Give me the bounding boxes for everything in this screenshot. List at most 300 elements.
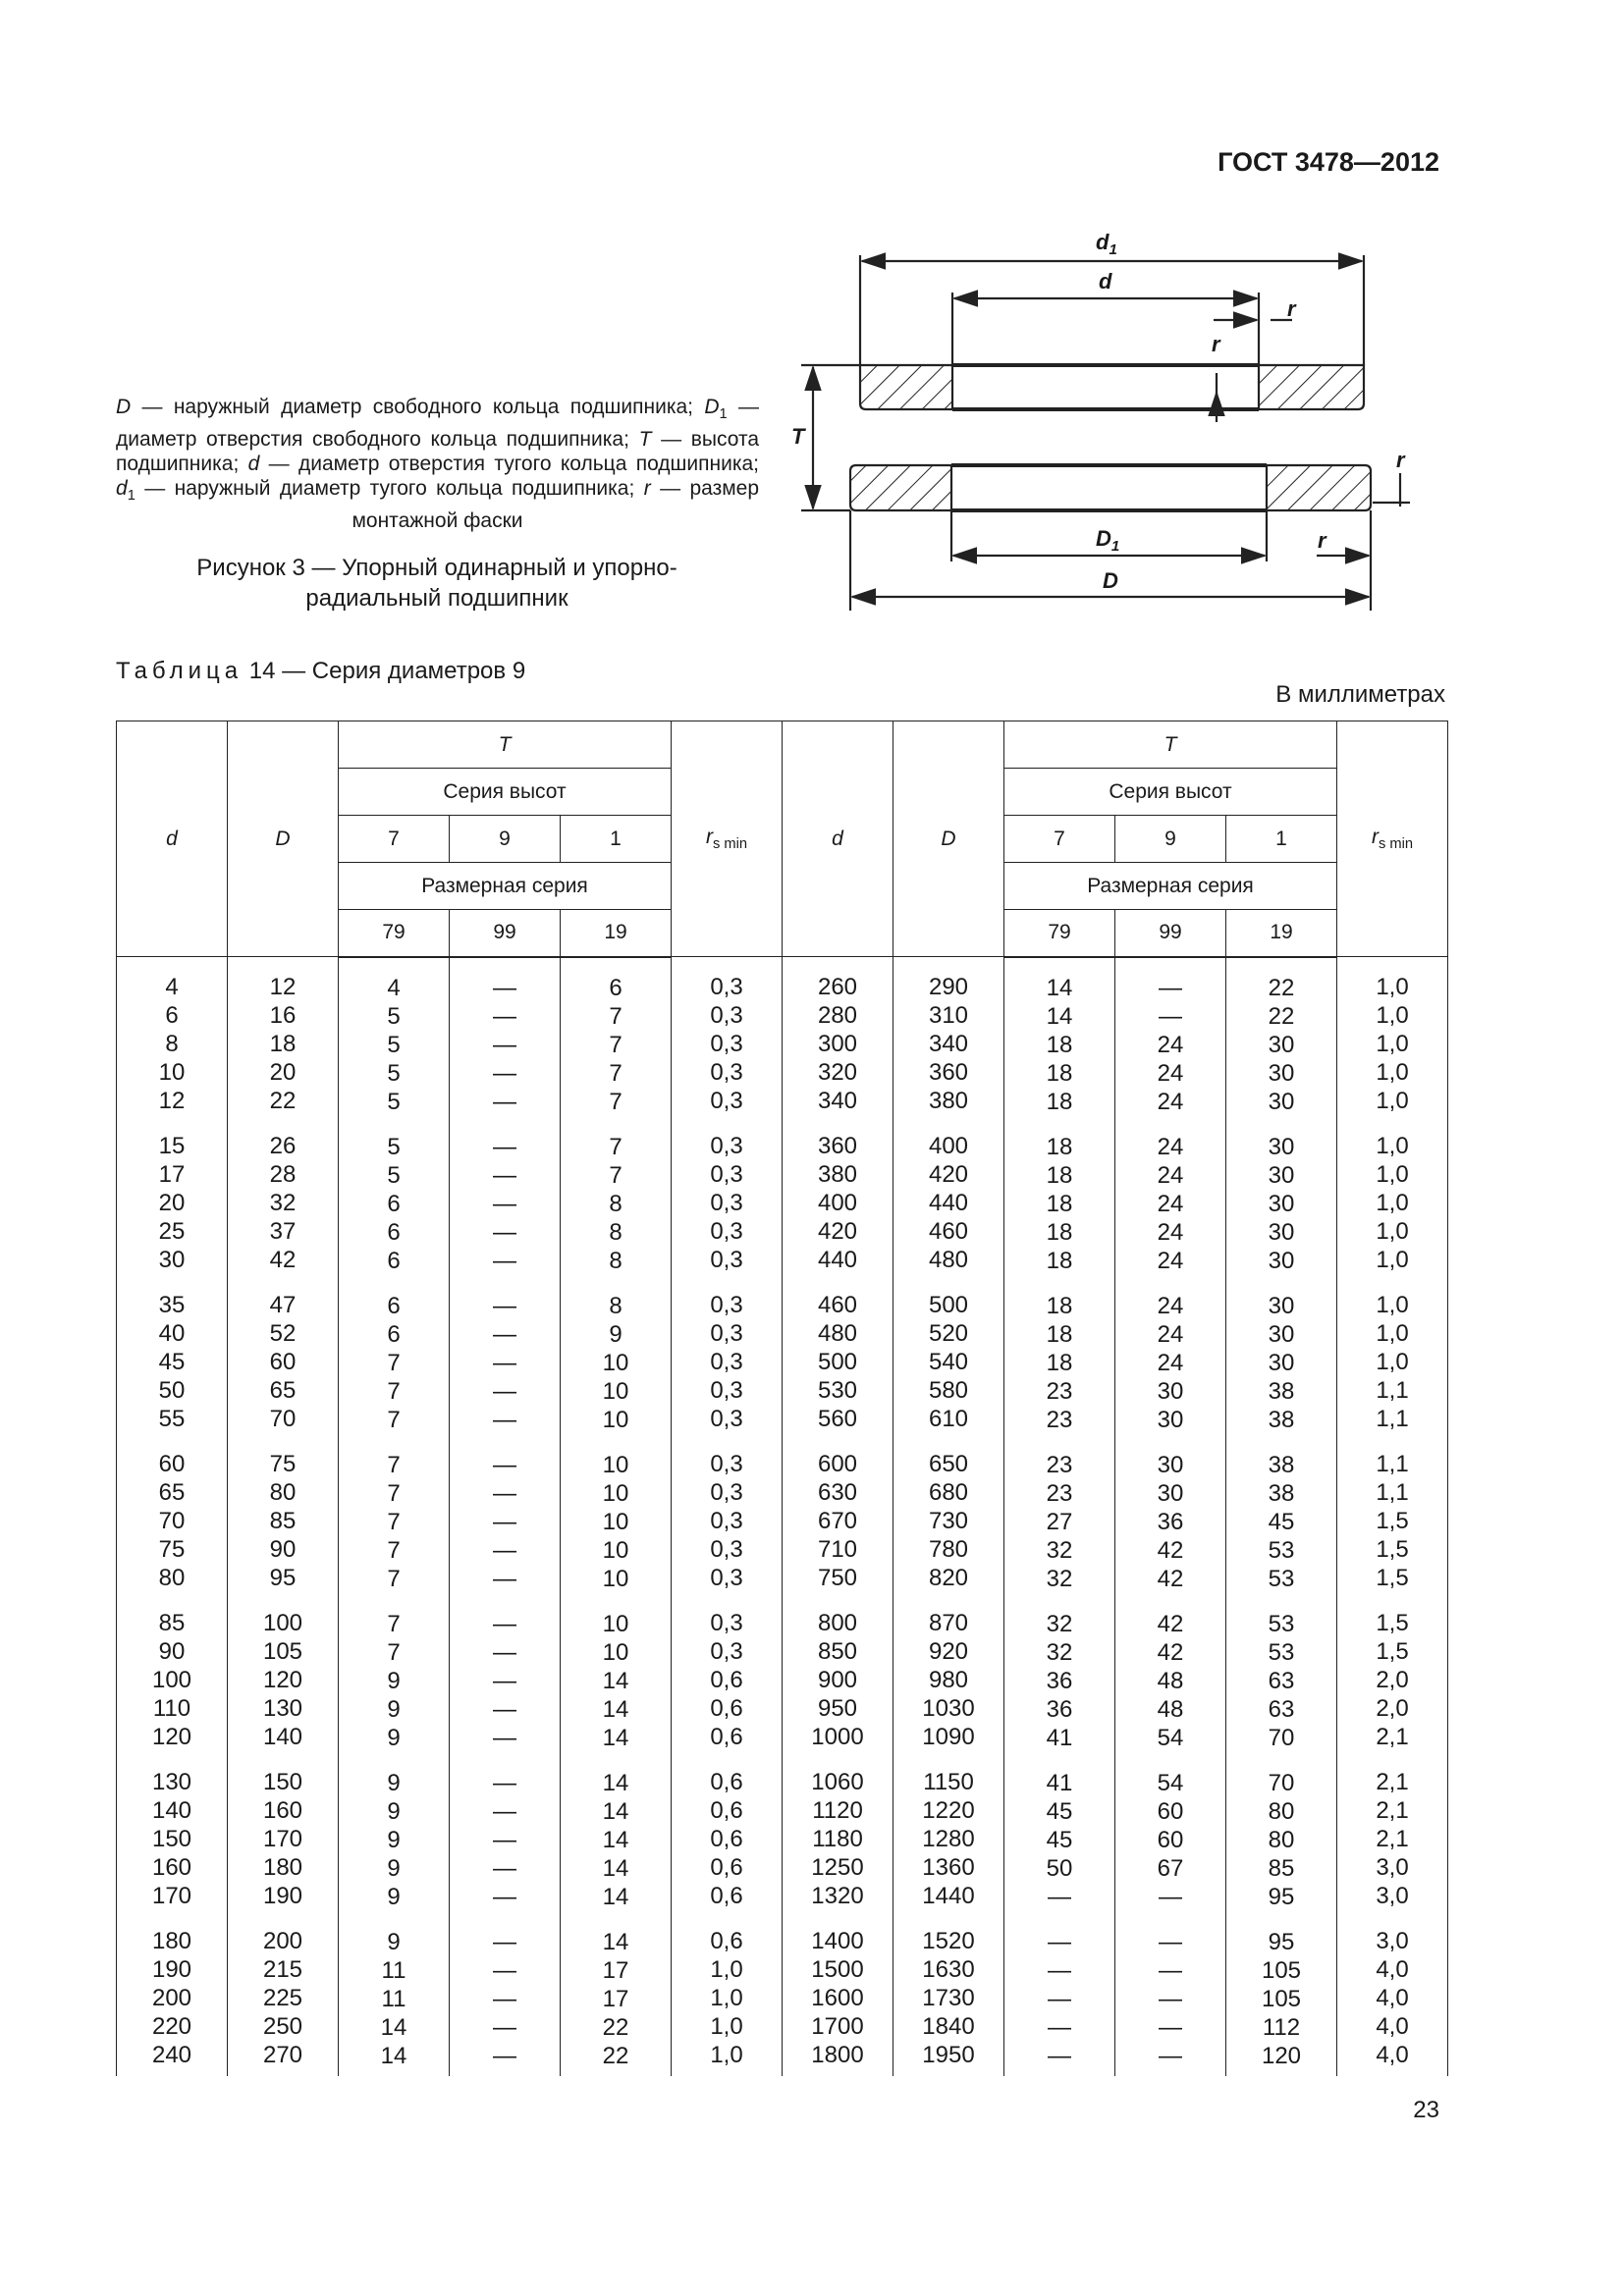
header-s19-left: 19 — [561, 910, 672, 957]
table-cell: 0,6 — [710, 1928, 743, 1954]
table-cell: — — [1159, 1002, 1182, 1030]
header-T-right: T — [1004, 721, 1337, 769]
table-cell: — — [493, 1536, 516, 1564]
table-cell: 1120 — [812, 1797, 863, 1824]
table-cell: 900 — [817, 1667, 858, 1693]
table-cell: — — [1159, 1883, 1182, 1910]
col-d-left — [117, 957, 228, 2076]
table-cell: 1,0 — [1376, 1190, 1409, 1216]
table-cell: 170 — [151, 1883, 192, 1909]
table-cell: 95 — [1268, 1883, 1295, 1910]
table-cell: — — [493, 1002, 516, 1030]
table-cell: 120 — [1261, 2042, 1302, 2069]
standard-number: ГОСТ 3478—2012 — [1218, 147, 1439, 177]
table-cell: 1700 — [811, 2013, 864, 2040]
table-cell: 40 — [158, 1320, 186, 1347]
header-s79-left: 79 — [339, 910, 450, 957]
table-cell: 24 — [1157, 1320, 1184, 1348]
table-cell: 18 — [1046, 1292, 1073, 1319]
table-cell: 8 — [609, 1218, 623, 1246]
table-cell: 730 — [928, 1508, 969, 1534]
table-cell: 1520 — [922, 1928, 975, 1954]
table-cell: 1,0 — [1376, 1031, 1409, 1057]
table-cell: — — [493, 1883, 516, 1910]
header-h7-right: 7 — [1004, 816, 1115, 863]
table-cell: 23 — [1046, 1451, 1073, 1478]
table-cell: 23 — [1046, 1406, 1073, 1433]
header-D-left: D — [228, 721, 339, 957]
header-rs-left: $r_{s min}$ — [672, 721, 783, 957]
table-cell: 1180 — [812, 1826, 863, 1852]
table-cell: 1840 — [922, 2013, 975, 2040]
table-cell: 30 — [1268, 1133, 1295, 1160]
table-cell: — — [1159, 2013, 1182, 2041]
table-cell: 4 — [387, 974, 401, 1001]
label-r-top-vert: r — [1212, 332, 1220, 356]
table-cell: 65 — [158, 1479, 186, 1506]
table-cell: 60 — [158, 1451, 186, 1477]
col-D-right — [893, 957, 1004, 2076]
table-cell: 4,0 — [1376, 1985, 1409, 2011]
table-cell: 105 — [1261, 1956, 1302, 1984]
table-cell: — — [493, 1031, 516, 1058]
table-cell: 1360 — [922, 1854, 975, 1881]
table-cell: — — [1159, 1928, 1182, 1955]
table-cell: 1220 — [922, 1797, 975, 1824]
table-cell: 500 — [928, 1292, 969, 1318]
table-cell: 1500 — [811, 1956, 864, 1983]
table-cell: 6 — [165, 1002, 179, 1029]
label-d1: $d_1$ — [1096, 230, 1117, 258]
table-cell: 225 — [262, 1985, 303, 2011]
table-cell: 24 — [1157, 1088, 1184, 1115]
table-cell: 45 — [1046, 1826, 1073, 1853]
table-cell: 4,0 — [1376, 2042, 1409, 2068]
table-cell: 53 — [1268, 1638, 1295, 1666]
table-cell: 30 — [1157, 1377, 1184, 1405]
table-cell: 530 — [817, 1377, 858, 1404]
table-cell: 600 — [817, 1451, 858, 1477]
table-cell: 380 — [928, 1088, 969, 1114]
table-cell: — — [493, 1797, 516, 1825]
table-cell: 580 — [928, 1377, 969, 1404]
table-cell: 7 — [387, 1638, 401, 1666]
table-cell: 42 — [1157, 1536, 1184, 1564]
figure-caption — [147, 553, 727, 614]
table-cell: 90 — [269, 1536, 297, 1563]
table-cell: 0,3 — [710, 1161, 743, 1188]
table-cell: 80 — [158, 1565, 186, 1591]
table-cell: 1,5 — [1376, 1565, 1409, 1591]
table-cell: 24 — [1157, 1190, 1184, 1217]
table-cell: 0,3 — [710, 1610, 743, 1636]
table-cell: 52 — [269, 1320, 297, 1347]
table-cell: 240 — [151, 2042, 192, 2068]
table-cell: 190 — [151, 1956, 192, 1983]
table-cell: 26 — [269, 1133, 297, 1159]
table-cell: 7 — [609, 1031, 623, 1058]
table-cell: 1,1 — [1376, 1451, 1409, 1477]
table-cell: — — [1048, 1985, 1071, 2012]
table-cell: — — [1048, 2042, 1071, 2069]
table-cell: 710 — [817, 1536, 858, 1563]
table-cell: — — [493, 1292, 516, 1319]
table-cell: 1,0 — [710, 2042, 743, 2068]
table-cell: 440 — [928, 1190, 969, 1216]
table-cell: 36 — [1046, 1695, 1073, 1723]
table-cell: 1,5 — [1376, 1638, 1409, 1665]
table-cell: 200 — [262, 1928, 303, 1954]
label-d: d — [1099, 269, 1112, 294]
table-cell: 540 — [928, 1349, 969, 1375]
header-s19-right: 19 — [1226, 910, 1337, 957]
table-cell: 7 — [387, 1451, 401, 1478]
header-d-right: d — [783, 721, 893, 957]
table-cell: 480 — [817, 1320, 858, 1347]
table-cell: 170 — [262, 1826, 303, 1852]
table-cell: 3,0 — [1376, 1883, 1409, 1909]
table-cell: 23 — [1046, 1479, 1073, 1507]
table-cell: — — [1159, 1985, 1182, 2012]
table-cell: 4,0 — [1376, 2013, 1409, 2040]
table-cell: 30 — [1268, 1190, 1295, 1217]
table-cell: 1950 — [922, 2042, 975, 2068]
table-cell: 41 — [1046, 1769, 1073, 1796]
col-d-right — [783, 957, 893, 2076]
table-cell: 7 — [387, 1610, 401, 1637]
table-cell: 41 — [1046, 1724, 1073, 1751]
table-cell: 0,3 — [710, 1377, 743, 1404]
table-cell: — — [493, 1059, 516, 1087]
table-cell: 5 — [387, 1002, 401, 1030]
table-cell: 280 — [817, 1002, 858, 1029]
table-cell: 14 — [602, 1854, 629, 1882]
table-cell: 14 — [602, 1724, 629, 1751]
table-cell: 24 — [1157, 1292, 1184, 1319]
table-cell: 6 — [387, 1292, 401, 1319]
table-cell: — — [493, 2042, 516, 2069]
table-cell: 0,3 — [710, 1536, 743, 1563]
table-cell: 105 — [262, 1638, 303, 1665]
table-cell: 47 — [269, 1292, 297, 1318]
table-cell: 1800 — [811, 2042, 864, 2068]
table-cell: 200 — [151, 1985, 192, 2011]
table-cell: 1030 — [922, 1695, 975, 1722]
table-cell: 0,6 — [710, 1797, 743, 1824]
table-cell: 18 — [1046, 1190, 1073, 1217]
table-cell: 14 — [380, 2013, 407, 2041]
header-h9-right: 9 — [1115, 816, 1226, 863]
table-cell: 22 — [602, 2013, 629, 2041]
col-rs-left — [672, 957, 783, 2076]
table-cell: 80 — [1268, 1826, 1295, 1853]
table-cell: 1250 — [811, 1854, 864, 1881]
table-title — [116, 658, 525, 685]
col-t19-left — [561, 957, 672, 2076]
table-cell: 1,1 — [1376, 1377, 1409, 1404]
table-cell: 1,0 — [710, 2013, 743, 2040]
table-cell: 1,0 — [1376, 1133, 1409, 1159]
table-cell: 0,3 — [710, 1479, 743, 1506]
table-cell: 17 — [602, 1956, 629, 1984]
table-cell: 1,0 — [1376, 1088, 1409, 1114]
table-cell: 140 — [151, 1797, 192, 1824]
table-cell: 7 — [609, 1059, 623, 1087]
table-cell: 180 — [262, 1854, 303, 1881]
table-cell: 30 — [1268, 1320, 1295, 1348]
table-cell: 630 — [817, 1479, 858, 1506]
table-cell: 7 — [387, 1565, 401, 1592]
table-cell: — — [493, 1508, 516, 1535]
table-cell: 70 — [1268, 1769, 1295, 1796]
table-cell: 0,3 — [710, 1638, 743, 1665]
table-cell: 0,6 — [710, 1695, 743, 1722]
label-r-bottom-vert: r — [1396, 448, 1405, 472]
table-cell: 53 — [1268, 1610, 1295, 1637]
table-cell: 85 — [158, 1610, 186, 1636]
table-cell: 215 — [262, 1956, 303, 1983]
table-cell: 30 — [1157, 1479, 1184, 1507]
top-ring-left-section — [860, 365, 952, 409]
table-cell: 9 — [387, 1695, 401, 1723]
table-cell: 0,3 — [710, 974, 743, 1000]
table-cell: 14 — [1046, 1002, 1073, 1030]
table-cell: 1440 — [922, 1883, 975, 1909]
table-cell: 42 — [1157, 1638, 1184, 1666]
table-cell: 24 — [1157, 1247, 1184, 1274]
table-cell: 10 — [602, 1451, 629, 1478]
table-cell: 30 — [1268, 1088, 1295, 1115]
table-cell: 130 — [262, 1695, 303, 1722]
col-t99-left — [450, 957, 561, 2076]
table-cell: 120 — [262, 1667, 303, 1693]
table-cell: 140 — [262, 1724, 303, 1750]
table-cell: 20 — [158, 1190, 186, 1216]
table-cell: — — [493, 1854, 516, 1882]
table-cell: 9 — [387, 1667, 401, 1694]
table-cell: — — [493, 1451, 516, 1478]
table-cell: 0,3 — [710, 1406, 743, 1432]
table-cell: 4 — [165, 974, 179, 1000]
table-cell: — — [493, 1724, 516, 1751]
col-t79-left — [339, 957, 450, 2076]
table-cell: 14 — [602, 1695, 629, 1723]
table-cell: — — [493, 1133, 516, 1160]
table-cell: 85 — [1268, 1854, 1295, 1882]
table-cell: 10 — [602, 1610, 629, 1637]
table-cell: 36 — [1157, 1508, 1184, 1535]
table-cell: 23 — [1046, 1377, 1073, 1405]
dimensions-table — [116, 721, 1448, 2076]
table-cell: — — [1048, 1928, 1071, 1955]
table-cell: 112 — [1262, 2013, 1301, 2041]
table-cell: 32 — [1046, 1565, 1073, 1592]
table-cell: 650 — [928, 1451, 969, 1477]
table-cell: 11 — [381, 1956, 406, 1984]
table-cell: 5 — [387, 1088, 401, 1115]
table-cell: 22 — [1268, 974, 1295, 1001]
table-cell: 0,3 — [710, 1002, 743, 1029]
table-cell: 9 — [609, 1320, 623, 1348]
col-t19-right — [1226, 957, 1337, 2076]
table-cell: 460 — [928, 1218, 969, 1245]
table-cell: 870 — [928, 1610, 969, 1636]
table-cell: 9 — [387, 1724, 401, 1751]
table-cell: 1,0 — [1376, 1161, 1409, 1188]
table-cell: 70 — [1268, 1724, 1295, 1751]
table-cell: 0,3 — [710, 1565, 743, 1591]
table-cell: 4,0 — [1376, 1956, 1409, 1983]
label-r-bottom: r — [1318, 528, 1326, 553]
table-cell: 820 — [928, 1565, 969, 1591]
table-cell: 18 — [1046, 1031, 1073, 1058]
header-rs-right: $r_{s min}$ — [1337, 721, 1448, 957]
table-cell: 38 — [1268, 1451, 1295, 1478]
table-cell: 35 — [158, 1292, 186, 1318]
table-cell: 10 — [602, 1479, 629, 1507]
table-cell: — — [493, 1349, 516, 1376]
table-cell: 14 — [602, 1667, 629, 1694]
table-cell: 1730 — [922, 1985, 975, 2011]
table-cell: 10 — [602, 1406, 629, 1433]
table-cell: 30 — [158, 1247, 186, 1273]
table-cell: — — [493, 1985, 516, 2012]
table-cell: 20 — [269, 1059, 297, 1086]
table-cell: 36 — [1046, 1667, 1073, 1694]
header-h9-left: 9 — [450, 816, 561, 863]
table-cell: 130 — [151, 1769, 192, 1795]
table-cell: 1,5 — [1376, 1536, 1409, 1563]
table-cell: 9 — [387, 1928, 401, 1955]
table-cell: — — [493, 1610, 516, 1637]
table-cell: 18 — [1046, 1059, 1073, 1087]
table-cell: 340 — [928, 1031, 969, 1057]
table-cell: 2,0 — [1376, 1695, 1409, 1722]
table-cell: 75 — [269, 1451, 297, 1477]
table-cell: 18 — [269, 1031, 297, 1057]
table-cell: 1,1 — [1376, 1479, 1409, 1506]
table-cell: — — [493, 974, 516, 1001]
table-cell: 60 — [1157, 1826, 1184, 1853]
table-cell: 95 — [1268, 1928, 1295, 1955]
table-cell: 105 — [1261, 1985, 1302, 2012]
table-cell: — — [493, 1247, 516, 1274]
col-rs-right — [1337, 957, 1448, 2076]
table-cell: 7 — [609, 1161, 623, 1189]
table-cell: 7 — [387, 1508, 401, 1535]
table-cell: 18 — [1046, 1349, 1073, 1376]
units-note: В миллиметрах — [1275, 681, 1445, 708]
table-cell: 480 — [928, 1247, 969, 1273]
table-cell: 10 — [602, 1536, 629, 1564]
table-cell: 150 — [262, 1769, 303, 1795]
top-ring-right-section — [1259, 365, 1364, 409]
table-cell: 250 — [262, 2013, 303, 2040]
bottom-ring-left-section — [850, 465, 951, 510]
table-cell: — — [493, 1320, 516, 1348]
table-cell: 14 — [602, 1928, 629, 1955]
table-cell: — — [1048, 2013, 1071, 2041]
table-cell: 24 — [1157, 1031, 1184, 1058]
table-cell: 48 — [1157, 1667, 1184, 1694]
col-t79-right — [1004, 957, 1115, 2076]
table-cell: 67 — [1157, 1854, 1184, 1882]
table-cell: 2,1 — [1376, 1826, 1409, 1852]
table-cell: 8 — [609, 1190, 623, 1217]
table-cell: 680 — [928, 1479, 969, 1506]
table-cell: 30 — [1268, 1031, 1295, 1058]
table-cell: 1,0 — [1376, 1059, 1409, 1086]
table-cell: — — [493, 1695, 516, 1723]
table-cell: 500 — [817, 1349, 858, 1375]
table-cell: 80 — [269, 1479, 297, 1506]
table-cell: 24 — [1157, 1161, 1184, 1189]
table-cell: 38 — [1268, 1479, 1295, 1507]
table-cell: 32 — [1046, 1610, 1073, 1637]
table-cell: — — [493, 1161, 516, 1189]
table-cell: 360 — [817, 1133, 858, 1159]
table-cell: 14 — [1046, 974, 1073, 1001]
table-cell: 1,0 — [1376, 1292, 1409, 1318]
table-cell: — — [493, 1377, 516, 1405]
table-cell: 32 — [1046, 1536, 1073, 1564]
table-title-rest: 14 — Серия диаметров 9 — [243, 658, 526, 684]
table-cell: 0,6 — [710, 1667, 743, 1693]
table-cell: 22 — [602, 2042, 629, 2069]
table-cell: 300 — [817, 1031, 858, 1057]
table-cell: 14 — [602, 1826, 629, 1853]
table-cell: 2,1 — [1376, 1797, 1409, 1824]
table-cell: 6 — [387, 1247, 401, 1274]
caption-line-1: Рисунок 3 — Упорный одинарный и упорно- — [196, 555, 677, 581]
table-cell: 10 — [602, 1349, 629, 1376]
table-cell: 380 — [817, 1161, 858, 1188]
table-cell: 42 — [269, 1247, 297, 1273]
table-cell: 920 — [928, 1638, 969, 1665]
table-cell: 18 — [1046, 1088, 1073, 1115]
table-cell: 980 — [928, 1667, 969, 1693]
table-cell: 32 — [269, 1190, 297, 1216]
table-cell: 260 — [817, 974, 858, 1000]
table-cell: 54 — [1157, 1724, 1184, 1751]
table-cell: 0,6 — [710, 1854, 743, 1881]
table-cell: 1630 — [922, 1956, 975, 1983]
table-cell: 1090 — [922, 1724, 975, 1750]
table-cell: 18 — [1046, 1133, 1073, 1160]
table-cell: 75 — [158, 1536, 186, 1563]
table-cell: 440 — [817, 1247, 858, 1273]
table-cell: — — [493, 1218, 516, 1246]
label-D: D — [1103, 568, 1118, 593]
table-cell: 9 — [387, 1883, 401, 1910]
table-cell: 80 — [1268, 1797, 1295, 1825]
table-cell: 15 — [158, 1133, 186, 1159]
table-cell: 30 — [1268, 1349, 1295, 1376]
table-cell: — — [493, 1406, 516, 1433]
table-cell: 9 — [387, 1826, 401, 1853]
table-cell: 670 — [817, 1508, 858, 1534]
label-T: T — [791, 424, 805, 449]
table-cell: 750 — [817, 1565, 858, 1591]
table-cell: 9 — [387, 1797, 401, 1825]
table-cell: 560 — [817, 1406, 858, 1432]
table-cell: 8 — [609, 1247, 623, 1274]
table-cell: 14 — [602, 1883, 629, 1910]
table-cell: 220 — [151, 2013, 192, 2040]
table-cell: 1,0 — [1376, 1320, 1409, 1347]
table-cell: — — [493, 1479, 516, 1507]
table-cell: 5 — [387, 1031, 401, 1058]
